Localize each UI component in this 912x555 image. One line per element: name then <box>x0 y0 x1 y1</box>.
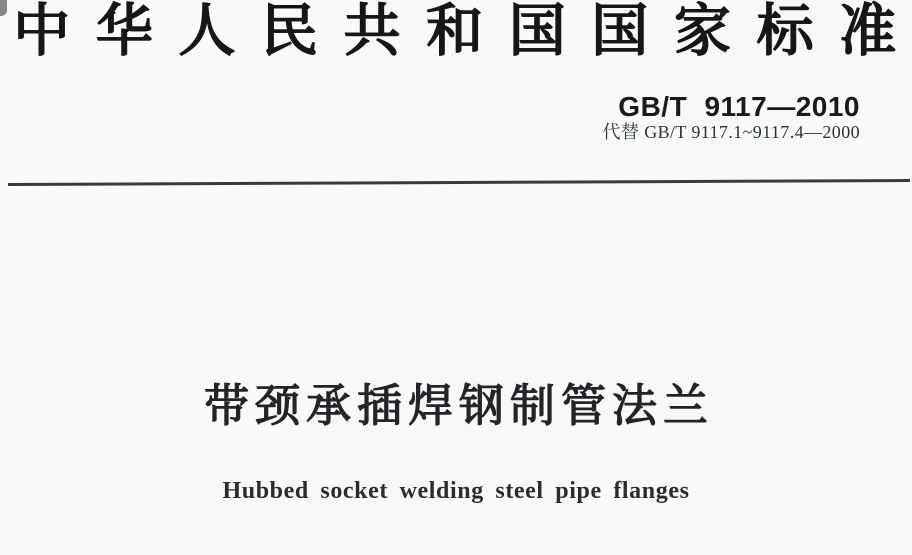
header-character: 国 <box>508 0 566 63</box>
header-character: 准 <box>838 0 896 63</box>
header-character: 民 <box>260 0 318 63</box>
header-divider-rule <box>8 179 910 186</box>
header-character: 人 <box>178 0 236 63</box>
document-title-en: Hubbed socket welding steel pipe flanges <box>222 478 690 504</box>
standard-code: GB/T 9117—2010 <box>618 91 860 122</box>
scan-artifact <box>0 0 7 16</box>
header-character: 共 <box>343 0 401 63</box>
standard-code-block <box>603 92 860 143</box>
header-character: 和 <box>425 0 483 63</box>
header-character: 中 <box>13 0 70 63</box>
replaces-note: 代替 GB/T 9117.1~9117.4—2000 <box>602 122 860 142</box>
document-title-zh: 带颈承插焊钢制管法兰 <box>203 380 714 431</box>
national-standard-header <box>13 2 896 64</box>
header-character: 华 <box>95 0 153 63</box>
header-character: 标 <box>756 0 814 63</box>
header-character: 国 <box>591 0 649 63</box>
header-character: 家 <box>673 0 731 63</box>
